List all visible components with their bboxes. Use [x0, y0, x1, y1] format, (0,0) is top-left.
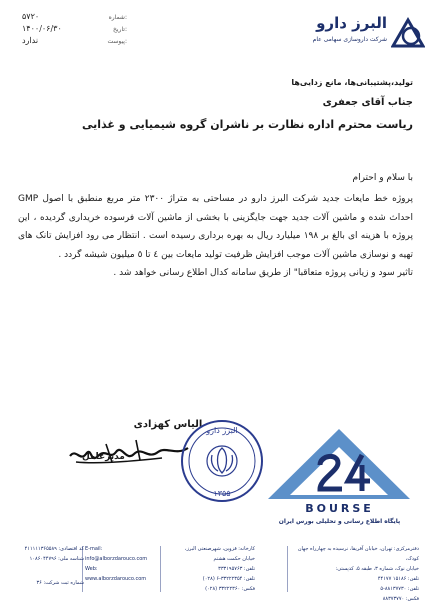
meta-date [22, 24, 127, 36]
recipient-name: جناب آقای جعفری [322, 97, 413, 108]
footer-factory-line: کارخانه: قزوین، شهرصنعتی البرز، [184, 546, 255, 552]
bourse-logo [262, 425, 417, 545]
letter-meta [22, 12, 127, 52]
footer-factory-address [160, 544, 255, 594]
footer-contact [85, 544, 165, 584]
company-logo [290, 10, 425, 60]
footer-id-line: شناسه ملی: ۱۰۸۶۰۴۴۷۹۶ [29, 556, 84, 562]
logo-subtitle: شرکت داروسازی سهامی عام [312, 36, 387, 43]
letter-footer [0, 538, 433, 608]
company-stamp [178, 417, 266, 505]
meta-number-value: ۵۷۲۰ [22, 12, 40, 21]
footer-office-address [289, 544, 419, 604]
stamp-name: البرز دارو [206, 426, 238, 435]
body-paragraph-1: پروژه خط مایعات جدید شرکت البرز دارو در مساحتی به متراژ ۲۳۰۰ متر مربع منطبق با اصول GMP احداث شده و ماشین آلات جدید جهت جایگزینی با بخشی از ماشین آلات فرسوده خریداری گردیده ، این پروژه با هزینه ای بالغ بر ۱۹۸ میلیارد ریال به بهره برداری رسیده است . انتظار می رود افزایش تانک های تهیه و نوسازی ماشین آلات موجب افزایش ظرفیت تولید مایعات بین ٤ تا ٥ میلیون شیشه گردد . [18, 194, 414, 260]
footer-web-link[interactable]: www.alborzdarouco.com [85, 576, 147, 582]
footer-office-line: تلفن: ۱۵۱۸۶ ۴۴۱۷۷ [377, 576, 419, 582]
meta-attachment-label: پیوست: [107, 38, 127, 45]
stamp-year: ۱۳۵۵ [213, 489, 231, 498]
meta-number-label: شماره: [108, 14, 127, 21]
year-slogan: تولید،پشتیبانی‌ها، مانع زدایی‌ها [291, 78, 413, 87]
footer-id-line: کد اقتصادی: ۴۱۱۱۱۱۳۶۵۵۸۹ [24, 546, 84, 552]
footer-office-line: تلفن: ۸۸۱۳۷۷۳۰-۵ [380, 586, 419, 592]
greeting: با سلام و احترام [352, 173, 413, 183]
footer-factory-line: تلفن: ۳۳۲۲۲۳۵۴-۶ (۰۲۸) [202, 576, 255, 582]
footer-id-line: شماره ثبت شرکت: ۳۶ [36, 580, 84, 586]
signatory-name: الیاس کهزادی [133, 419, 203, 430]
signatory-title: مدیرعامل [82, 452, 125, 462]
meta-date-label: تاریخ: [113, 26, 127, 33]
footer-email-link[interactable]: info@alborzdarouco.com [85, 556, 148, 562]
bourse-caption: پایگاه اطلاع رسانی و تحلیلی بورس ایران [278, 518, 401, 525]
letter-body [18, 190, 413, 283]
footer-email-label: E-mail: [85, 546, 103, 552]
meta-attachment-value: ندارد [22, 36, 39, 45]
footer-factory-line: تلفن: ۳۳۳۱۹۵۷۶۳ [218, 566, 255, 572]
body-paragraph-2: تاثیر سود و زیانی پروژه متعاقبا" از طریق سامانه کدال اطلاع رسانی خواهد شد . [113, 268, 413, 279]
alborz-logo-icon [391, 16, 425, 50]
meta-number [22, 12, 127, 24]
footer-web-label: Web: [85, 566, 98, 572]
footer-factory-line: خیابان حکمت هشتم [213, 556, 255, 562]
footer-office-line: خیابان نوک، شماره ۳، طبقه ۵، کدپستی: [335, 566, 419, 572]
recipient-title: ریاست محترم اداره نظارت بر ناشران گروه شیمیایی و غذایی [82, 118, 413, 131]
footer-divider [287, 546, 288, 592]
meta-attachment [22, 36, 127, 48]
footer-factory-line: فکس: ۳۳۲۲۲۳۶۰ (۰۲۸) [205, 586, 255, 592]
bourse-word: BOURSE [305, 502, 374, 515]
footer-office-line: دفترمرکزی: تهران، خیابان آفریقا، نرسیده به چهارراه جهان کودک، [297, 546, 419, 562]
footer-office-line: فکس: ۸۸۳۷۳۷۷۰ [382, 596, 419, 602]
bourse-triangle-icon [262, 425, 417, 505]
meta-date-value: ۱۴۰۰/۰۶/۳۰ [22, 24, 62, 33]
logo-name: البرز دارو [316, 14, 387, 32]
footer-company-ids [6, 544, 84, 588]
